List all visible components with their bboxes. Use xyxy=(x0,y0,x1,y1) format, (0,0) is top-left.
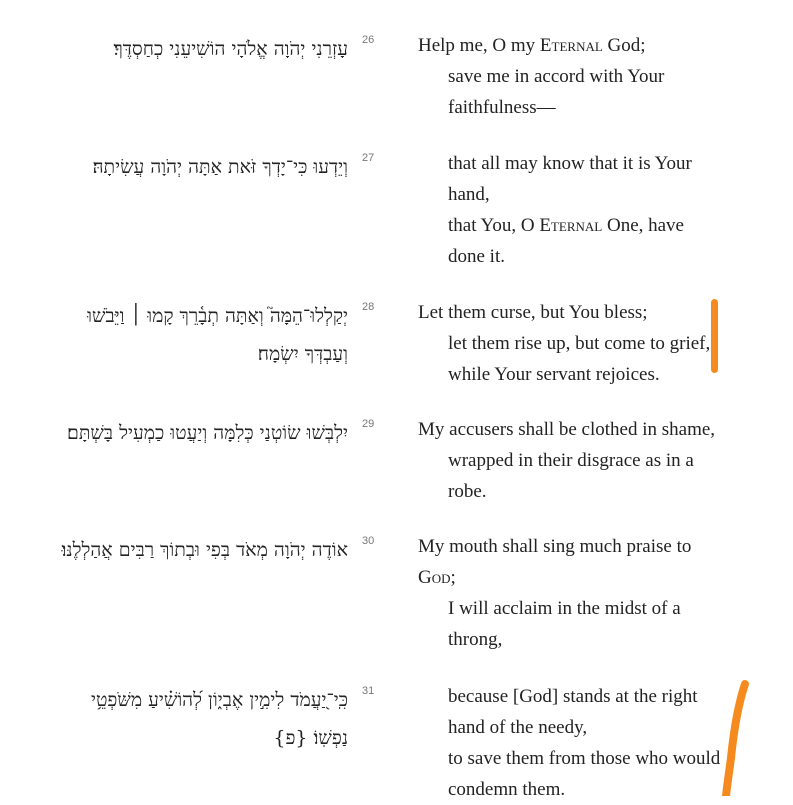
verse-number: 29 xyxy=(362,418,375,430)
english-line xyxy=(418,624,738,655)
line-text: hand of the needy, xyxy=(448,717,588,738)
small-caps-word: God xyxy=(418,567,451,588)
english-line xyxy=(418,179,738,210)
highlight-mark-verse-31 xyxy=(715,678,755,796)
line-text: My mouth shall sing much praise to xyxy=(418,536,692,557)
small-caps-word: Eternal xyxy=(539,215,603,236)
hebrew-line: וְעַבְדְּךָ יִשְׂמָח׃ xyxy=(257,343,348,365)
english-line xyxy=(418,241,738,272)
hebrew-text xyxy=(8,297,348,373)
verse-number: 30 xyxy=(362,535,375,547)
english-line xyxy=(418,531,738,562)
english-text xyxy=(418,414,738,507)
english-line xyxy=(418,712,738,743)
line-text: My accusers shall be clothed in shame, xyxy=(418,419,716,440)
verse-number: 31 xyxy=(362,685,375,697)
hebrew-text xyxy=(8,414,348,452)
hebrew-line: יְקַלְלוּ־הֵמָּה֮ וְאַתָּה תְבָ֫רֵךְ קָמוּ ׀ וַיֵּבֹשׁוּ xyxy=(87,305,348,327)
line-text: faithfulness— xyxy=(448,97,556,118)
english-line xyxy=(418,359,738,390)
verse-number: 26 xyxy=(362,34,375,46)
english-line xyxy=(418,92,738,123)
highlight-mark-verse-28 xyxy=(711,299,718,373)
english-line xyxy=(418,297,738,328)
english-line xyxy=(418,476,738,507)
english-text xyxy=(418,531,738,655)
english-line xyxy=(418,210,738,241)
hebrew-line: נַפְשֽׁוֹ׃ {פ} xyxy=(273,727,348,749)
hebrew-line: כִּֽי־יַ֭עֲמֹד לִימִ֣ין אֶבְי֑וֹן לְ֝הוֹשִׁ֗יעַ מִשֹּׁפְטֵ֥י xyxy=(90,689,348,711)
line-text: throng, xyxy=(448,629,503,650)
english-line xyxy=(418,61,738,92)
english-line xyxy=(418,414,738,445)
english-line xyxy=(418,445,738,476)
hebrew-text xyxy=(8,531,348,569)
hebrew-line: יִלְבְּשׁוּ שׂוֹטְנַי כְּלִמָּה וְיַעֲטוּ כַמְעִיל בָּשְׁתָּם׃ xyxy=(66,422,348,444)
line-text: ; xyxy=(450,567,456,588)
english-text xyxy=(418,297,738,390)
line-text: condemn them. xyxy=(448,779,566,800)
line-text: that You, O xyxy=(448,215,540,236)
line-text: Help me, O my xyxy=(418,35,540,56)
verse-number: 28 xyxy=(362,301,375,313)
english-line xyxy=(418,30,738,61)
line-text: robe. xyxy=(448,481,487,502)
line-text: save me in accord with Your xyxy=(448,66,665,87)
english-text xyxy=(418,148,738,272)
english-line xyxy=(418,562,738,593)
english-line xyxy=(418,743,738,774)
hebrew-line: אוֹדֶה יְהֹוָה מְאֹד בְּפִי וּבְתוֹךְ רַבִּים אֲהַלְלֶנּוּ׃ xyxy=(61,539,348,561)
hebrew-text xyxy=(8,681,348,757)
line-text: that all may know that it is Your xyxy=(448,153,692,174)
english-line xyxy=(418,774,738,805)
hebrew-text xyxy=(8,148,348,186)
hebrew-text xyxy=(8,30,348,68)
english-line xyxy=(418,328,738,359)
line-text: let them rise up, but come to grief, xyxy=(448,333,711,354)
verse-number: 27 xyxy=(362,152,375,164)
hebrew-line: עָזְרֵנִי יְהֹוָה אֱלֹהָי הוֹשִׁיעֵנִי כְחַסְדֶּךָ׃ xyxy=(113,38,348,60)
english-line xyxy=(418,681,738,712)
line-text: hand, xyxy=(448,184,490,205)
line-text: God; xyxy=(602,35,646,56)
hebrew-line: וְיֵדְעוּ כִּי־יָדְךָ זֹּאת אַתָּה יְהֹוָה עֲשִׂיתָהּ׃ xyxy=(92,156,348,178)
small-caps-word: Eternal xyxy=(539,35,603,56)
line-text: Let them curse, but You bless; xyxy=(418,302,648,323)
english-text xyxy=(418,30,738,123)
line-text: One, have xyxy=(602,215,684,236)
english-text xyxy=(418,681,738,805)
english-line xyxy=(418,148,738,179)
line-text: while Your servant rejoices. xyxy=(448,364,660,385)
line-text: to save them from those who would xyxy=(448,748,721,769)
line-text: done it. xyxy=(448,246,505,267)
line-text: wrapped in their disgrace as in a xyxy=(448,450,694,471)
line-text: because [God] stands at the right xyxy=(448,686,698,707)
english-line xyxy=(418,593,738,624)
line-text: I will acclaim in the midst of a xyxy=(448,598,681,619)
